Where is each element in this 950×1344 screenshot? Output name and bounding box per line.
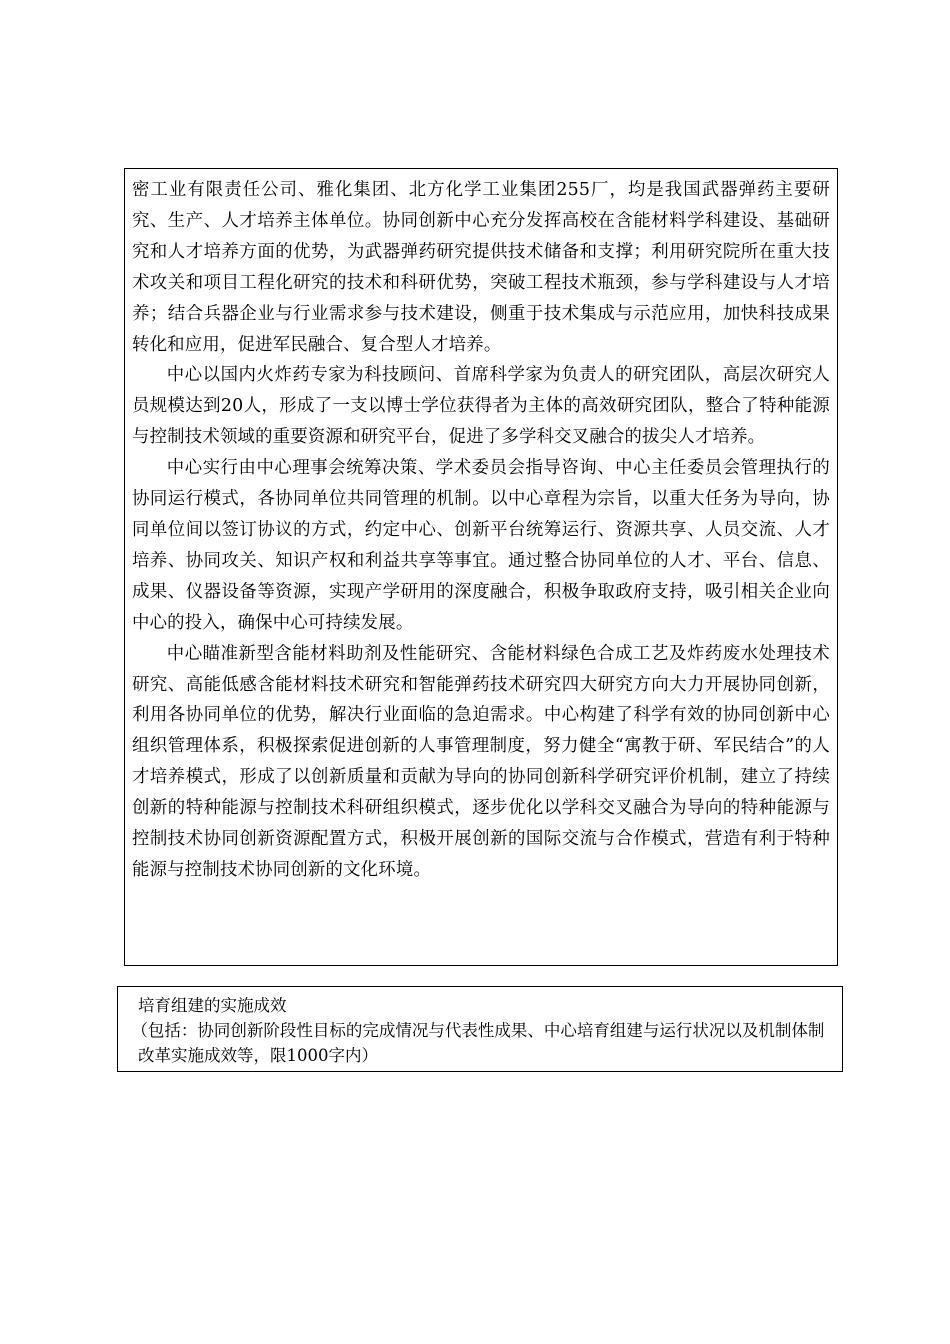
main-content-box: [124, 168, 838, 966]
section-title: 培育组建的实施成效: [138, 996, 287, 1015]
paragraph-research-team: 中心以国内火炸药专家为科技顾问、首席科学家为负责人的研究团队，高层次研究人员规模达到20人，形成了一支以博士学位获得者为主体的高效研究团队，整合了特种能源与控制技术领域的重要资源和研究平台，促进了多学科交叉融合的拔尖人才培养。: [132, 365, 830, 448]
paragraph-operation-mode: 中心实行由中心理事会统筹决策、学术委员会指导咨询、中心主任委员会管理执行的协同运行模式，各协同单位共同管理的机制。以中心章程为宗旨，以重大任务为导向，协同单位间以签订协议的方式，约定中心、创新平台统筹运行、资源共享、人员交流、人才培养、协同攻关、知识产权和利益共享等事宜。通过整合协同单位的人才、平台、信息、成果、仪器设备等资源，实现产学研用的深度融合，积极争取政府支持，吸引相关企业向中心的投入，确保中心可持续发展。: [132, 458, 830, 633]
paragraph-research-directions: 中心瞄准新型含能材料助剂及性能研究、含能材料绿色合成工艺及炸药废水处理技术研究、高能低感含能材料技术研究和智能弹药技术研究四大研究方向大力开展协同创新，利用各协同单位的优势，解决行业面临的急迫需求。中心构建了科学有效的协同创新中心组织管理体系，积极探索促进创新的人事管理制度，努力健全“寓教于研、军民结合”的人才培养模式，形成了以创新质量和贡献为导向的协同创新科学研究评价机制，建立了持续创新的特种能源与控制技术科研组织模式，逐步优化以学科交叉融合为导向的特种能源与控制技术协同创新资源配置方式，积极开展创新的国际交流与合作模式，营造有利于特种能源与控制技术协同创新的文化环境。: [132, 643, 830, 880]
section-header-box: [117, 986, 843, 1072]
section-note: （包括：协同创新阶段性目标的完成情况与代表性成果、中心培育组建与运行状况以及机制体制改革实施成效等，限1000字内）: [131, 1021, 825, 1065]
paragraph-partners: 密工业有限责任公司、雅化集团、北方化学工业集团255厂，均是我国武器弹药主要研究、生产、人才培养主体单位。协同创新中心充分发挥高校在含能材料学科建设、基础研究和人才培养方面的优势，为武器弹药研究提供技术储备和支撑；利用研究院所在重大技术攻关和项目工程化研究的技术和科研优势，突破工程技术瓶颈，参与学科建设与人才培养；结合兵器企业与行业需求参与技术建设，侧重于技术集成与示范应用，加快科技成果转化和应用，促进军民融合、复合型人才培养。: [132, 180, 830, 355]
